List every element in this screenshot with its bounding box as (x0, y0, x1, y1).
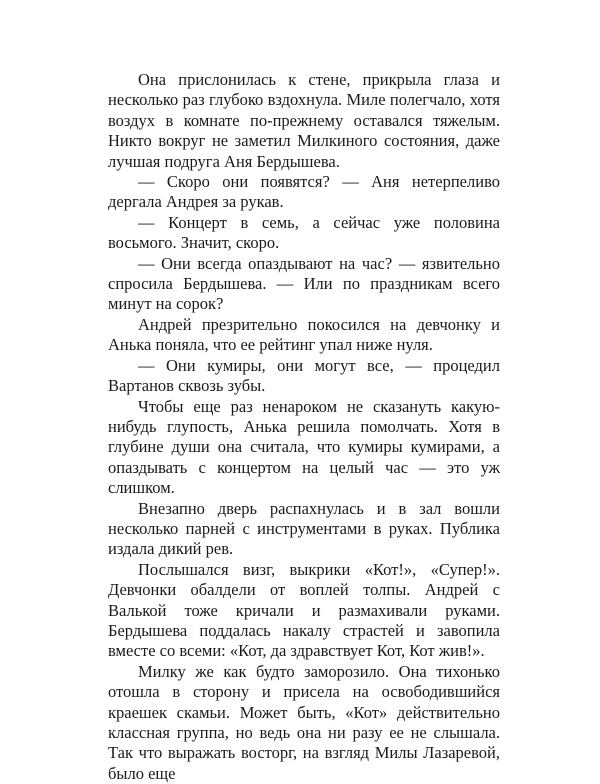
paragraph-6: — Они кумиры, они могут все, — процедил Вартанов сквозь зубы. (108, 355, 500, 396)
paragraph-4: — Они всегда опаздывают на час? — язвительно спросила Бердышева. — Или по праздникам всего минут на сорок? (108, 253, 500, 314)
paragraph-2: — Скоро они появятся? — Аня нетерпеливо дергала Андрея за рукав. (108, 172, 500, 212)
paragraph-5: Андрей презрительно покосился на девчонку и Анька поняла, что ее рейтинг упал ниже нуля. (108, 314, 500, 355)
paragraph-7: Чтобы еще раз ненароком не сказануть какую-нибудь глупость, Анька решила помолчать. Хотя в глубине души она считала, что кумиры кумирами, а опаздывать с концертом на целый час — это уж слишком. (108, 396, 500, 498)
paragraph-3: — Концерт в семь, а сейчас уже половина восьмого. Значит, скоро. (108, 212, 500, 253)
paragraph-1: Она прислонилась к стене, прикрыла глаза и несколько раз глубоко вздохнула. Миле полегчало, хотя воздух в комнате по-прежнему оставался тяжелым. Никто вокруг не заметил Милкиного состояния, даже лучшая подруга Аня Бердышева. (108, 70, 500, 171)
page-text (108, 70, 500, 784)
paragraph-10: Милку же как будто заморозило. Она тихонько отошла в сторону и присела на освободившийся краешек скамьи. Может быть, «Кот» действительно классная группа, но ведь она ни разу ее не слышала. Так что выражать восторг, на взгляд Милы Лазаревой, было еще (108, 661, 500, 783)
paragraph-9: Послышался визг, выкрики «Кот!», «Супер!». Девчонки обалдели от воплей толпы. Андрей с Валькой тоже кричали и размахивали руками. Бердышева поддалась накалу страстей и завопила вместе со всеми: «Кот, да здравствует Кот, Кот жив!». (108, 559, 500, 661)
paragraph-8: Внезапно дверь распахнулась и в зал вошли несколько парней с инструментами в руках. Публика издала дикий рев. (108, 498, 500, 559)
